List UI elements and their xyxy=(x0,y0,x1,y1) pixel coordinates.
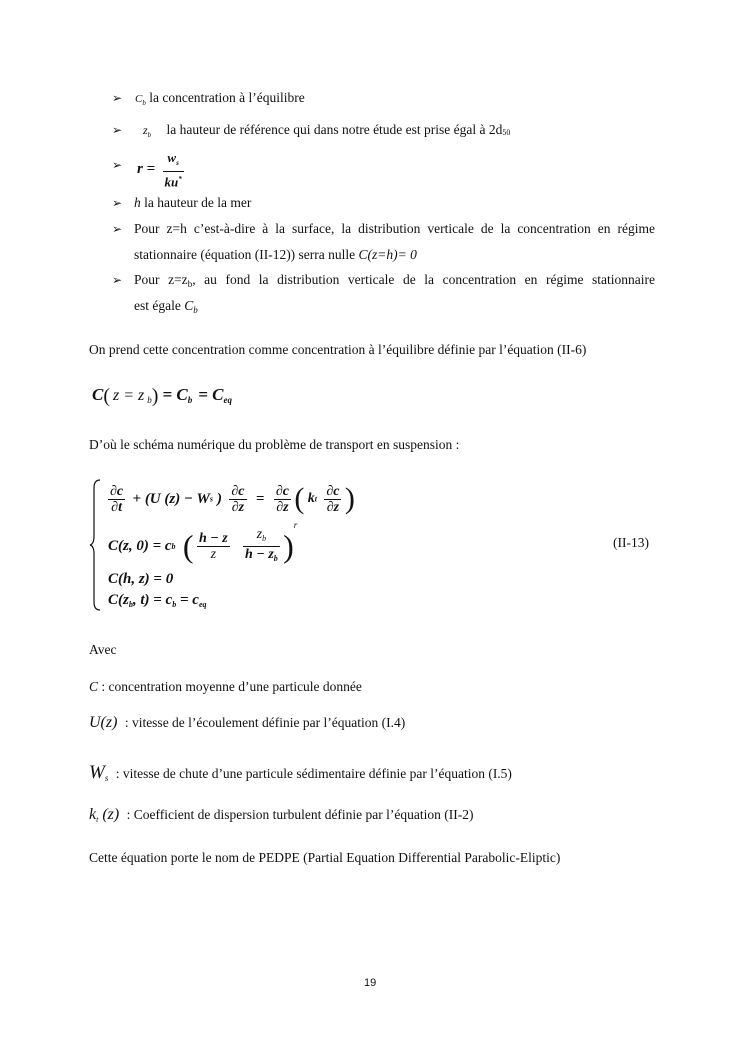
d-dz-fraction: $\frac{\partial c}{\partial z}$ xyxy=(275,483,289,515)
definition-c: C : concentration moyenne d’une particule donnée xyxy=(89,679,362,694)
bullet-bottom-line1: Pour $z=z_b$, au fond la distribution verticale de la concentration en régime stationnaire xyxy=(134,272,655,289)
definition-u: U(z) : vitesse de l’écoulement définie par l’équation (I.4) xyxy=(89,714,406,731)
bullet-r-formula: r = $\frac{w_s}{ku^*}$ xyxy=(137,150,182,190)
bullet-cb: $C_b$ la concentration à l’équilibre xyxy=(135,90,305,107)
dc-dz-fraction: $\frac{\partial c}{\partial z}$ xyxy=(231,483,245,515)
dc-dz-fraction-inner: $\frac{\partial c}{\partial z}$ xyxy=(326,483,340,515)
equation-initial-row: C(z, 0) = cb ( $\frac{h - z}{z}$ $\frac{z_b}{h - z_b}$ )$^r$ xyxy=(108,520,298,564)
paragraph-equilibrium: On prend cette concentration comme concentration à l’équilibre définie par l’équation (II-6) xyxy=(89,342,587,357)
left-brace-icon xyxy=(88,478,102,612)
r-fraction: $\frac{w_s}{ku^*}$ xyxy=(164,150,182,190)
bullet-arrow-icon: ➢ xyxy=(112,158,123,172)
page-number: 19 xyxy=(364,977,377,989)
equation-transport-row: $\frac{\partial c}{\partial t}$ + (U (z) − Ws ) $\frac{\partial c}{\partial z}$ = $\frac{\partial c}{\partial z}$ ( kt $\frac{\partial c}{\partial z}$ ) xyxy=(110,482,355,515)
avec-heading: Avec xyxy=(89,642,117,657)
bullet-arrow-icon: ➢ xyxy=(112,91,123,105)
bullet-h: h la hauteur de la mer xyxy=(134,195,252,210)
definition-kt: $k_t$ (z) : Coefficient de dispersion turbulent définie par l’équation (II-2) xyxy=(89,806,474,824)
equation-equilibrium: C( z = z $_b) = C_b = C_{eq}$ xyxy=(92,385,232,407)
bullet-arrow-icon: ➢ xyxy=(112,273,123,287)
dc-dt-fraction: $\frac{\partial c}{\partial t}$ xyxy=(110,483,124,515)
bullet-bottom-line2: est égale $C_b$ xyxy=(134,298,198,315)
equation-surface-row: C(h, z) = 0 xyxy=(108,571,174,587)
paragraph-numerical-scheme: D’où le schéma numérique du problème de transport en suspension : xyxy=(89,437,460,452)
paragraph-pedpe: Cette équation porte le nom de PEDPE (Partial Equation Differential Parabolic-Eliptic) xyxy=(89,850,561,865)
h-minus-z-fraction: $\frac{h - z}{z}$ xyxy=(198,531,228,562)
bullet-zb: $z_b$ la hauteur de référence qui dans notre étude est prise égal à 2d50 xyxy=(143,122,511,139)
bullet-surface-line1: Pour z=h c’est-à-dire à la surface, la distribution verticale de la concentration en régime xyxy=(134,221,655,236)
equation-label: (II-13) xyxy=(613,535,649,550)
bullet-arrow-icon: ➢ xyxy=(112,123,123,137)
bullet-arrow-icon: ➢ xyxy=(112,222,123,236)
equation-bottom-row: $C(z_b$, $t) = c_b = c_{eq}$ xyxy=(108,592,207,609)
bullet-arrow-icon: ➢ xyxy=(112,196,123,210)
definition-ws: $W_s$ : vitesse de chute d’une particule sédimentaire définie par l’équation (I.5) xyxy=(89,762,512,783)
bullet-surface-line2: stationnaire (équation (II-12)) serra nulle C(z=h)= 0 xyxy=(134,247,417,262)
zb-fraction: $\frac{z_b}{h - z_b}$ xyxy=(245,527,278,563)
